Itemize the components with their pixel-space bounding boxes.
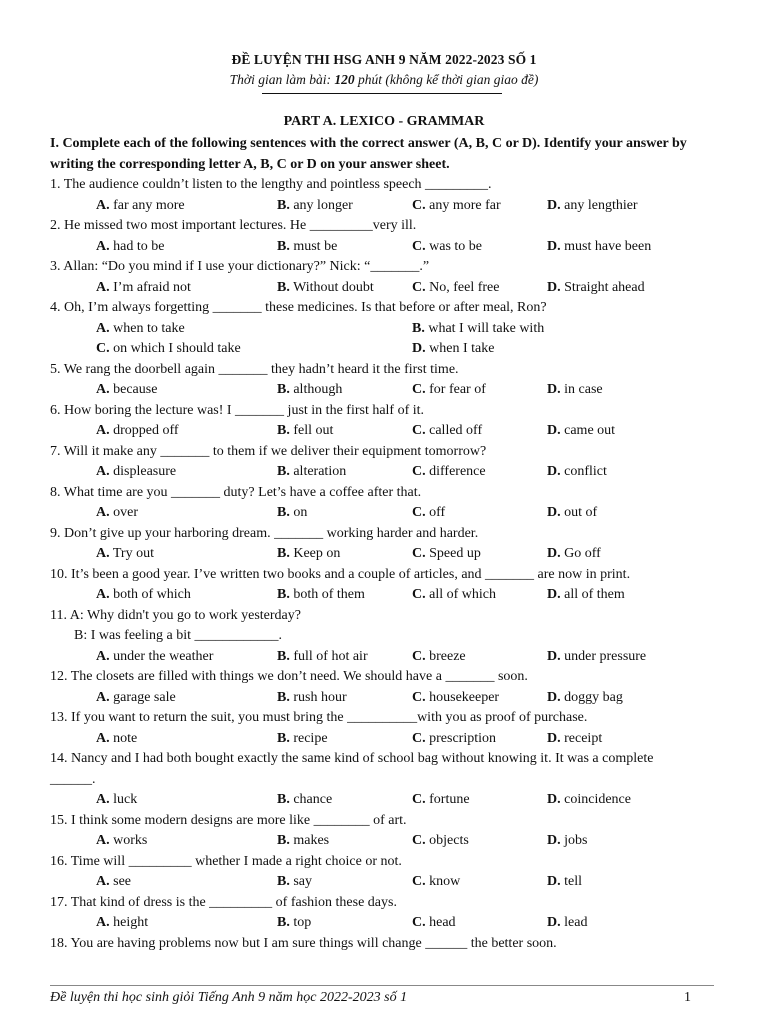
option-b: B. although bbox=[277, 382, 343, 397]
question-5-options bbox=[50, 380, 740, 401]
option-a: A. over bbox=[96, 505, 139, 520]
question-9-text: 9. Don’t give up your harboring dream. _______ working harder and harder. bbox=[50, 525, 479, 541]
option-a: A. had to be bbox=[96, 238, 165, 254]
option-c: C. was to be bbox=[412, 238, 483, 254]
option-d: D. tell bbox=[547, 874, 583, 889]
option-d: D. must have been bbox=[547, 238, 652, 254]
question-6-text: 6. How boring the lecture was! I _______ just in the first half of it. bbox=[50, 402, 425, 418]
subtitle-underline bbox=[262, 93, 502, 94]
question-15-options bbox=[50, 831, 740, 852]
option-c: C. head bbox=[412, 915, 456, 930]
option-b: B. what I will take with bbox=[412, 320, 545, 336]
question-11-options bbox=[50, 647, 740, 668]
option-b: B. top bbox=[277, 915, 312, 930]
option-a: A. because bbox=[96, 382, 158, 397]
option-d: D. Go off bbox=[547, 546, 601, 561]
option-c: C. prescription bbox=[412, 730, 496, 746]
question-10-options bbox=[50, 585, 740, 606]
question-4-options-row-1 bbox=[50, 319, 740, 340]
question-14-options bbox=[50, 790, 740, 811]
option-d: D. lead bbox=[547, 915, 588, 930]
option-a: A. height bbox=[96, 915, 149, 930]
option-a: A. Try out bbox=[96, 546, 154, 561]
section-instructions: I. Complete each of the following sentences with the correct answer (A, B, C or D). Identify your answer by writing the corresponding letter A, B, C or D on your answer sheet. bbox=[50, 136, 687, 172]
option-c: C. any more far bbox=[412, 197, 501, 213]
question-12-text: 12. The closets are filled with things we don’t need. We should have a _______ soon. bbox=[50, 669, 528, 684]
question-7-text: 7. Will it make any _______ to them if we deliver their equipment tomorrow? bbox=[50, 443, 487, 459]
option-b: B. any longer bbox=[277, 197, 353, 213]
time-suffix: phút (không kể thời gian giao đề) bbox=[354, 72, 539, 87]
time-prefix: Thời gian làm bài: bbox=[229, 72, 335, 87]
question-12-options bbox=[50, 688, 740, 709]
option-a: A. under the weather bbox=[96, 648, 214, 664]
question-6-options bbox=[50, 421, 740, 442]
option-b: B. alteration bbox=[277, 464, 347, 479]
option-a: A. when to take bbox=[96, 320, 185, 336]
question-1-options bbox=[50, 196, 740, 217]
option-d: D. came out bbox=[547, 423, 616, 438]
question-14-continuation: ______. bbox=[50, 771, 96, 787]
option-b: B. Without doubt bbox=[277, 279, 374, 295]
option-a: A. garage sale bbox=[96, 689, 176, 705]
question-18-text: 18. You are having problems now but I am sure things will change ______ the better soon. bbox=[50, 935, 557, 951]
option-c: C. know bbox=[412, 874, 461, 889]
option-b: B. full of hot air bbox=[277, 648, 368, 664]
question-16-options bbox=[50, 872, 740, 893]
option-c: C. for fear of bbox=[412, 382, 486, 397]
option-c: C. housekeeper bbox=[412, 689, 500, 705]
question-17-options bbox=[50, 913, 740, 934]
option-c: C. Speed up bbox=[412, 546, 481, 561]
question-9-options bbox=[50, 544, 740, 565]
page-number: 1 bbox=[684, 990, 691, 1005]
option-b: B. on bbox=[277, 505, 308, 520]
question-2-options bbox=[50, 237, 740, 258]
option-c: C. called off bbox=[412, 423, 483, 438]
option-b: B. both of them bbox=[277, 587, 365, 602]
question-14-text: 14. Nancy and I had both bought exactly the same kind of school bag without knowing it. It was a complete bbox=[50, 751, 654, 766]
option-a: A. note bbox=[96, 730, 138, 746]
option-c: C. all of which bbox=[412, 587, 496, 602]
question-13-text: 13. If you want to return the suit, you must bring the __________with you as proof of purchase. bbox=[50, 710, 588, 725]
question-1-text: 1. The audience couldn’t listen to the lengthy and pointless speech _________. bbox=[50, 177, 492, 192]
option-d: D. all of them bbox=[547, 587, 625, 602]
option-d: D. when I take bbox=[412, 341, 495, 356]
option-c: C. on which I should take bbox=[96, 341, 241, 356]
option-c: C. difference bbox=[412, 464, 486, 479]
option-a: A. far any more bbox=[96, 197, 185, 213]
option-a: A. luck bbox=[96, 792, 138, 807]
option-b: B. fell out bbox=[277, 423, 334, 438]
option-c: C. No, feel free bbox=[412, 279, 500, 295]
option-a: A. works bbox=[96, 833, 148, 848]
option-d: D. coincidence bbox=[547, 792, 631, 807]
option-c: C. breeze bbox=[412, 648, 466, 664]
footer-text: Đề luyện thi học sinh giỏi Tiếng Anh 9 năm học 2022-2023 số 1 bbox=[50, 990, 408, 1005]
footer-rule bbox=[50, 985, 714, 986]
question-2-text: 2. He missed two most important lectures. He _________very ill. bbox=[50, 218, 417, 233]
question-4-text: 4. Oh, I’m always forgetting _______ these medicines. Is that before or after meal, Ron? bbox=[50, 300, 547, 315]
option-d: D. in case bbox=[547, 382, 603, 397]
option-d: D. receipt bbox=[547, 730, 603, 746]
question-13-options bbox=[50, 729, 740, 750]
option-c: C. off bbox=[412, 505, 446, 520]
option-b: B. makes bbox=[277, 833, 330, 848]
question-11-line-a: 11. A: Why didn't you go to work yesterday? bbox=[50, 607, 301, 623]
question-11-line-b: B: I was feeling a bit ____________. bbox=[74, 628, 283, 643]
question-4-options-row-2 bbox=[50, 339, 740, 360]
question-8-text: 8. What time are you _______ duty? Let’s have a coffee after that. bbox=[50, 484, 422, 500]
question-15-text: 15. I think some modern designs are more like ________ of art. bbox=[50, 812, 407, 828]
option-c: C. fortune bbox=[412, 792, 470, 807]
question-7-options bbox=[50, 462, 740, 483]
option-d: D. conflict bbox=[547, 464, 607, 479]
question-10-text: 10. It’s been a good year. I’ve written two books and a couple of articles, and _______ are now in print. bbox=[50, 566, 631, 582]
question-3-text: 3. Allan: “Do you mind if I use your dictionary?” Nick: “_______.” bbox=[50, 259, 430, 274]
question-3-options bbox=[50, 278, 740, 299]
question-8-options bbox=[50, 503, 740, 524]
option-d: D. any lengthier bbox=[547, 197, 638, 213]
option-a: A. dropped off bbox=[96, 423, 179, 438]
option-d: D. jobs bbox=[547, 833, 588, 848]
question-5-text: 5. We rang the doorbell again _______ they hadn’t heard it the first time. bbox=[50, 361, 459, 377]
option-b: B. recipe bbox=[277, 730, 328, 746]
option-b: B. rush hour bbox=[277, 689, 347, 705]
option-d: D. under pressure bbox=[547, 648, 647, 664]
option-a: A. I’m afraid not bbox=[96, 279, 191, 295]
question-list bbox=[50, 175, 740, 954]
option-d: D. out of bbox=[547, 505, 598, 520]
option-b: B. chance bbox=[277, 792, 333, 807]
option-b: B. must be bbox=[277, 238, 338, 254]
option-d: D. Straight ahead bbox=[547, 279, 645, 295]
time-allowed bbox=[0, 72, 768, 88]
time-value: 120 bbox=[334, 72, 355, 87]
option-b: B. say bbox=[277, 874, 313, 889]
option-a: A. both of which bbox=[96, 587, 191, 602]
question-17-text: 17. That kind of dress is the _________ of fashion these days. bbox=[50, 894, 397, 910]
option-d: D. doggy bag bbox=[547, 689, 623, 705]
exam-title: ĐỀ LUYỆN THI HSG ANH 9 NĂM 2022-2023 SỐ 1 bbox=[231, 52, 537, 67]
option-a: A. displeasure bbox=[96, 464, 177, 479]
option-c: C. objects bbox=[412, 833, 469, 848]
option-b: B. Keep on bbox=[277, 546, 341, 561]
part-title: PART A. LEXICO - GRAMMAR bbox=[283, 114, 485, 129]
option-a: A. see bbox=[96, 874, 132, 889]
question-16-text: 16. Time will _________ whether I made a right choice or not. bbox=[50, 853, 402, 869]
